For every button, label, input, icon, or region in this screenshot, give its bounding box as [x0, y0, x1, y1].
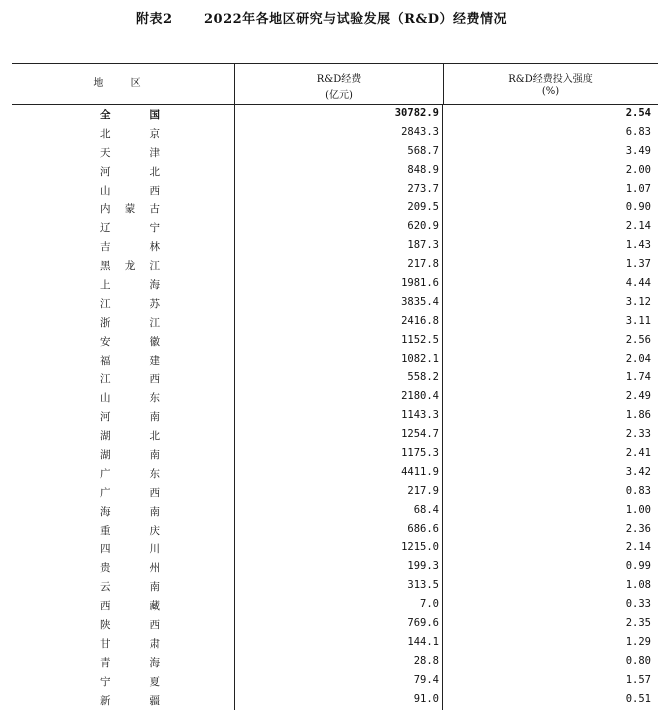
header-region: 地 区 — [93, 78, 153, 89]
table-row — [12, 539, 658, 558]
table-title: 2022年各地区研究与试验发展（R&D）经费情况 — [204, 12, 507, 27]
rd-value: 273.7 — [407, 182, 439, 195]
region-name: 宁夏 — [100, 675, 160, 688]
table-row — [12, 483, 658, 502]
intensity-value: 0.83 — [625, 484, 651, 497]
intensity-value: 1.57 — [625, 673, 651, 686]
table-row — [12, 596, 658, 615]
intensity-value: 2.14 — [625, 541, 651, 554]
intensity-value: 1.43 — [625, 239, 651, 252]
intensity-value: 2.33 — [625, 428, 651, 441]
header-rd-title: R&D经费 — [316, 74, 362, 85]
rd-value: 1152.5 — [401, 333, 439, 346]
rd-value: 769.6 — [407, 617, 439, 630]
rd-value: 187.3 — [407, 239, 439, 252]
region-name: 黑龙江 — [100, 260, 160, 273]
table-row — [12, 653, 658, 672]
table-row — [12, 294, 658, 313]
intensity-value: 2.00 — [625, 163, 651, 176]
table-row — [12, 521, 658, 540]
rd-value: 217.9 — [407, 484, 439, 497]
rd-value: 91.0 — [413, 692, 439, 705]
region-name: 山西 — [100, 184, 160, 197]
region-name: 内蒙古 — [100, 203, 160, 216]
table-row — [12, 558, 658, 577]
rd-value: 1981.6 — [401, 277, 439, 290]
table-row — [12, 256, 658, 275]
table-row — [12, 426, 658, 445]
region-name: 吉林 — [100, 241, 160, 254]
intensity-value: 1.74 — [625, 371, 651, 384]
region-name: 北京 — [100, 127, 160, 140]
table-row — [12, 124, 658, 143]
intensity-value: 3.11 — [625, 314, 651, 327]
intensity-value: 0.51 — [625, 692, 651, 705]
table-row — [12, 332, 658, 351]
rd-value: 620.9 — [407, 220, 439, 233]
region-name: 天津 — [100, 146, 160, 159]
table-row — [12, 407, 658, 426]
header-intensity-title: R&D经费投入强度 — [508, 74, 593, 85]
intensity-value: 6.83 — [625, 125, 651, 138]
region-name: 安徽 — [100, 335, 160, 348]
intensity-value: 0.99 — [625, 560, 651, 573]
table-row — [12, 388, 658, 407]
table-row — [12, 672, 658, 691]
table-row — [12, 445, 658, 464]
rd-value: 4411.9 — [401, 465, 439, 478]
rd-value: 313.5 — [407, 579, 439, 592]
table-row — [12, 143, 658, 162]
rd-value: 209.5 — [407, 201, 439, 214]
region-name: 河北 — [100, 165, 160, 178]
intensity-value: 2.56 — [625, 333, 651, 346]
region-name: 四川 — [100, 543, 160, 556]
table-row — [12, 369, 658, 388]
rd-value: 686.6 — [407, 522, 439, 535]
header-rd-unit: (亿元) — [325, 90, 353, 101]
region-name: 陕西 — [100, 619, 160, 632]
intensity-value: 2.49 — [625, 390, 651, 403]
region-name: 辽宁 — [100, 222, 160, 235]
region-name: 新疆 — [100, 694, 160, 707]
region-name: 江苏 — [100, 297, 160, 310]
intensity-value: 1.07 — [625, 182, 651, 195]
table-row — [12, 162, 658, 181]
table-row — [12, 181, 658, 200]
region-name: 山东 — [100, 392, 160, 405]
region-name: 海南 — [100, 505, 160, 518]
table-row — [12, 634, 658, 653]
rd-value: 1254.7 — [401, 428, 439, 441]
rd-value: 217.8 — [407, 258, 439, 271]
region-name: 广西 — [100, 486, 160, 499]
region-name: 福建 — [100, 354, 160, 367]
rd-value: 1082.1 — [401, 352, 439, 365]
rd-value: 144.1 — [407, 635, 439, 648]
rd-value: 1175.3 — [401, 447, 439, 460]
region-name: 湖南 — [100, 449, 160, 462]
rd-table — [12, 63, 658, 710]
region-name: 河南 — [100, 411, 160, 424]
intensity-value: 2.35 — [625, 617, 651, 630]
intensity-value: 1.29 — [625, 635, 651, 648]
rd-value: 558.2 — [407, 371, 439, 384]
table-row — [12, 577, 658, 596]
header-intensity-unit: (%) — [541, 86, 560, 97]
table-row — [12, 275, 658, 294]
intensity-value: 2.04 — [625, 352, 651, 365]
intensity-value: 4.44 — [625, 277, 651, 290]
intensity-value: 3.42 — [625, 465, 651, 478]
region-name: 西藏 — [100, 600, 160, 613]
intensity-value: 1.37 — [625, 258, 651, 271]
rd-value: 2416.8 — [401, 314, 439, 327]
intensity-value: 1.86 — [625, 409, 651, 422]
region-name: 上海 — [100, 279, 160, 292]
intensity-value: 2.54 — [625, 107, 651, 119]
table-row — [12, 502, 658, 521]
rd-value: 1215.0 — [401, 541, 439, 554]
region-name: 湖北 — [100, 430, 160, 443]
table-row — [12, 351, 658, 370]
rd-value: 848.9 — [407, 163, 439, 176]
intensity-value: 1.00 — [625, 503, 651, 516]
rd-value: 568.7 — [407, 144, 439, 157]
table-row — [12, 218, 658, 237]
region-name: 青海 — [100, 656, 160, 669]
intensity-value: 2.14 — [625, 220, 651, 233]
region-name: 江西 — [100, 373, 160, 386]
region-name: 广东 — [100, 467, 160, 480]
intensity-value: 3.12 — [625, 295, 651, 308]
rd-value: 28.8 — [413, 654, 439, 667]
table-row — [12, 199, 658, 218]
intensity-value: 0.33 — [625, 598, 651, 611]
rd-value: 68.4 — [413, 503, 439, 516]
header-rd — [234, 64, 444, 104]
table-body — [12, 105, 658, 710]
rd-value: 2180.4 — [401, 390, 439, 403]
table-row-total — [12, 105, 658, 124]
table-row — [12, 615, 658, 634]
intensity-value: 3.49 — [625, 144, 651, 157]
region-name: 贵州 — [100, 562, 160, 575]
header-intensity — [443, 64, 658, 104]
page-title — [0, 8, 666, 26]
region-name: 全国 — [100, 109, 160, 121]
intensity-value: 0.90 — [625, 201, 651, 214]
region-name: 甘肃 — [100, 637, 160, 650]
rd-value: 3835.4 — [401, 295, 439, 308]
table-row — [12, 237, 658, 256]
rd-value: 79.4 — [413, 673, 439, 686]
rd-value: 30782.9 — [394, 107, 439, 119]
rd-value: 7.0 — [420, 598, 439, 611]
region-name: 重庆 — [100, 524, 160, 537]
rd-value: 199.3 — [407, 560, 439, 573]
intensity-value: 0.80 — [625, 654, 651, 667]
intensity-value: 1.08 — [625, 579, 651, 592]
table-row — [12, 464, 658, 483]
region-name: 浙江 — [100, 316, 160, 329]
intensity-value: 2.36 — [625, 522, 651, 535]
rd-value: 1143.3 — [401, 409, 439, 422]
table-row — [12, 313, 658, 332]
region-name: 云南 — [100, 581, 160, 594]
rd-value: 2843.3 — [401, 125, 439, 138]
intensity-value: 2.41 — [625, 447, 651, 460]
table-header — [12, 64, 658, 105]
table-label: 附表2 — [136, 12, 173, 27]
table-row — [12, 691, 658, 710]
